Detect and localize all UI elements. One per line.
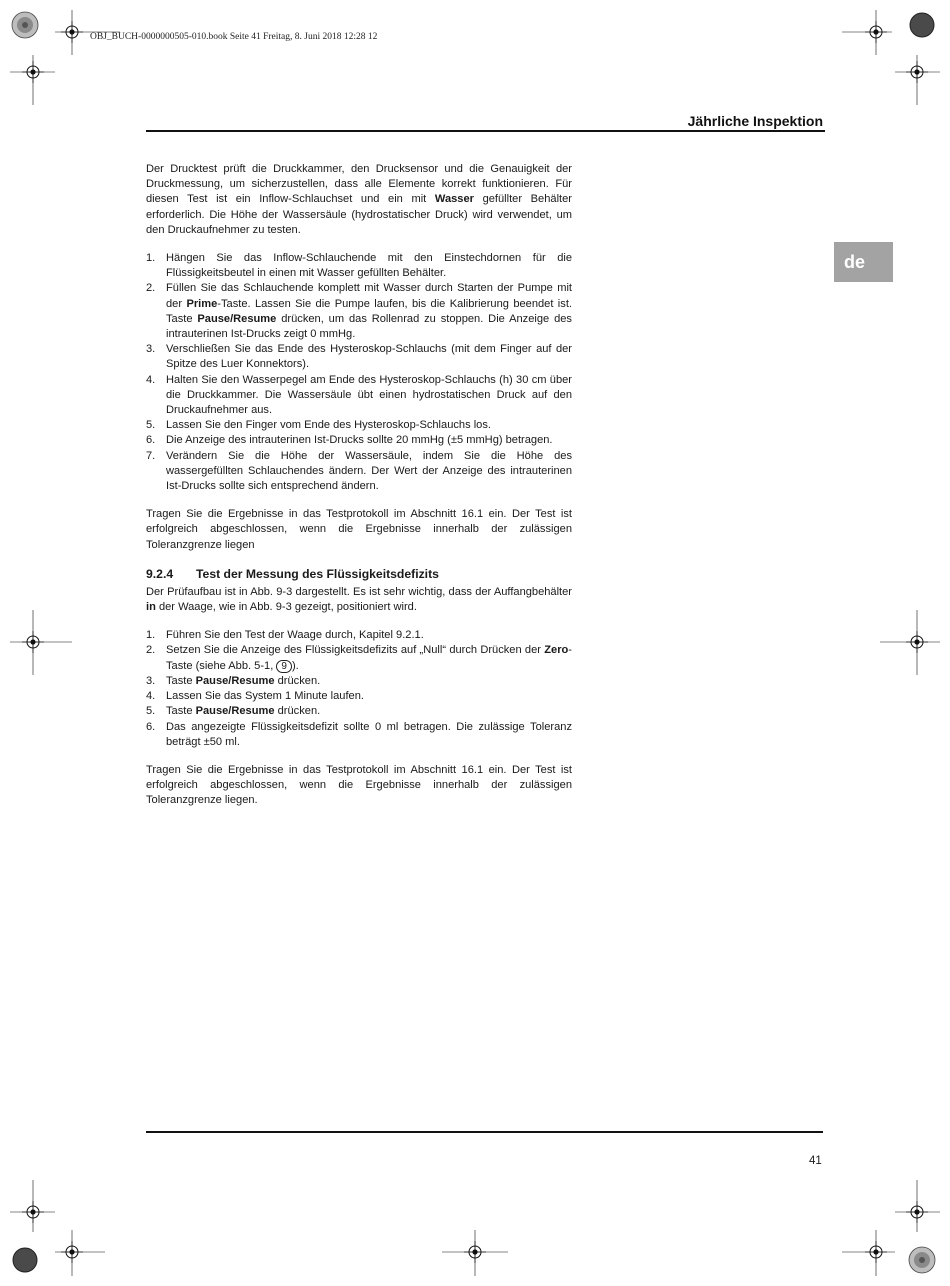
- registration-swatch-icon: [909, 1247, 935, 1273]
- list-item: 4. Lassen Sie das System 1 Minute laufen.: [146, 690, 364, 703]
- list-item: 2. Füllen Sie das Schlauchende komplett mit Wasser durch Starten der Pumpe mit der Prime-Taste. Lassen Sie die Pumpe laufen, bis die Kalibrierung beendet ist. Taste Pause/Resume drücken, um das Rollenrad zu stoppen. Die Anzeige des intrauterinen Ist-Drucks zeigt 0 mmHg.: [146, 282, 572, 341]
- page-number: 41: [809, 1155, 822, 1167]
- list-item: 4. Halten Sie den Wasserpegel am Ende des Hysteroskop-Schlauchs (h) 30 cm über die Druckkammer. Die Wassersäule übt einen hydrostatischen Druck auf den Druckaufnehmer aus.: [146, 373, 572, 417]
- list-item: 5. Lassen Sie den Finger vom Ende des Hysteroskop-Schlauchs los.: [146, 419, 491, 432]
- running-header-title: Jährliche Inspektion: [687, 113, 823, 129]
- list-item: 2. Setzen Sie die Anzeige des Flüssigkeitsdefizits auf „Null“ durch Drücken der Zero-Taste (siehe Abb. 5-1, 9 ).: [146, 644, 572, 672]
- result-paragraph-2: Tragen Sie die Ergebnisse in das Testprotokoll im Abschnitt 16.1 ein. Der Test ist erfolgreich abgeschlossen, wenn die Ergebnisse innerhalb der zulässigen Toleranzgrenze liegen.: [146, 763, 572, 807]
- list-item: 5. Taste Pause/Resume drücken.: [146, 705, 321, 718]
- callout-number: 9: [276, 660, 292, 673]
- list-item: 3. Taste Pause/Resume drücken.: [146, 674, 321, 687]
- print-slug: OBJ_BUCH-0000000505-010.book Seite 41 Freitag, 8. Juni 2018 12:28 12: [90, 32, 378, 42]
- section-heading: 9.2.4 Test der Messung des Flüssigkeitsdefizits: [146, 566, 439, 581]
- list-item: 6. Die Anzeige des intrauterinen Ist-Drucks sollte 20 mmHg (±5 mmHg) betragen.: [146, 434, 553, 447]
- setup-paragraph: Der Prüfaufbau ist in Abb. 9-3 dargestellt. Es ist sehr wichtig, dass der Auffangbehälter in der Waage, wie in Abb. 9-3 gezeigt, positioniert wird.: [146, 585, 572, 614]
- registration-swatch-icon: [910, 13, 934, 37]
- list-item: 1. Hängen Sie das Inflow-Schlauchende mit den Einstechdornen für die Flüssigkeitsbeutel in einen mit Wasser gefüllten Behälter.: [146, 252, 572, 280]
- intro-paragraph: Der Drucktest prüft die Druckkammer, den Drucksensor und die Genauigkeit der Druckmessung, um sicherzustellen, dass alle Elemente korrekt funktionieren. Für diesen Test ist ein Inflow-Schlauchset und ein mit Wasser gefüllter Behälter erforderlich. Die Höhe der Wassersäule (hydrostatischer Druck) wird verwendet, um den Druckaufnehmer zu testen.: [146, 163, 572, 236]
- registration-swatch-icon: [13, 1248, 37, 1272]
- registration-swatch-icon: [12, 12, 38, 38]
- language-tab: de: [834, 242, 893, 282]
- list-item: 1. Führen Sie den Test der Waage durch, Kapitel 9.2.1.: [146, 629, 424, 642]
- result-paragraph-1: Tragen Sie die Ergebnisse in das Testprotokoll im Abschnitt 16.1 ein. Der Test ist erfolgreich abgeschlossen, wenn die Ergebnisse innerhalb der zulässigen Toleranzgrenze liegen: [146, 508, 572, 551]
- list-item: 3. Verschließen Sie das Ende des Hysteroskop-Schlauchs (mit dem Finger auf der Spitze des Luer Konnektors).: [146, 343, 572, 371]
- list-item: 7. Verändern Sie die Höhe der Wassersäule, indem Sie die Höhe des wassergefüllten Schlauchendes ändern. Der Wert der Anzeige des intrauterinen Ist-Drucks sollte sich entsprechend ändern.: [146, 449, 572, 493]
- list-item: 6. Das angezeigte Flüssigkeitsdefizit sollte 0 ml betragen. Die zulässige Toleranz beträgt ±50 ml.: [146, 720, 572, 748]
